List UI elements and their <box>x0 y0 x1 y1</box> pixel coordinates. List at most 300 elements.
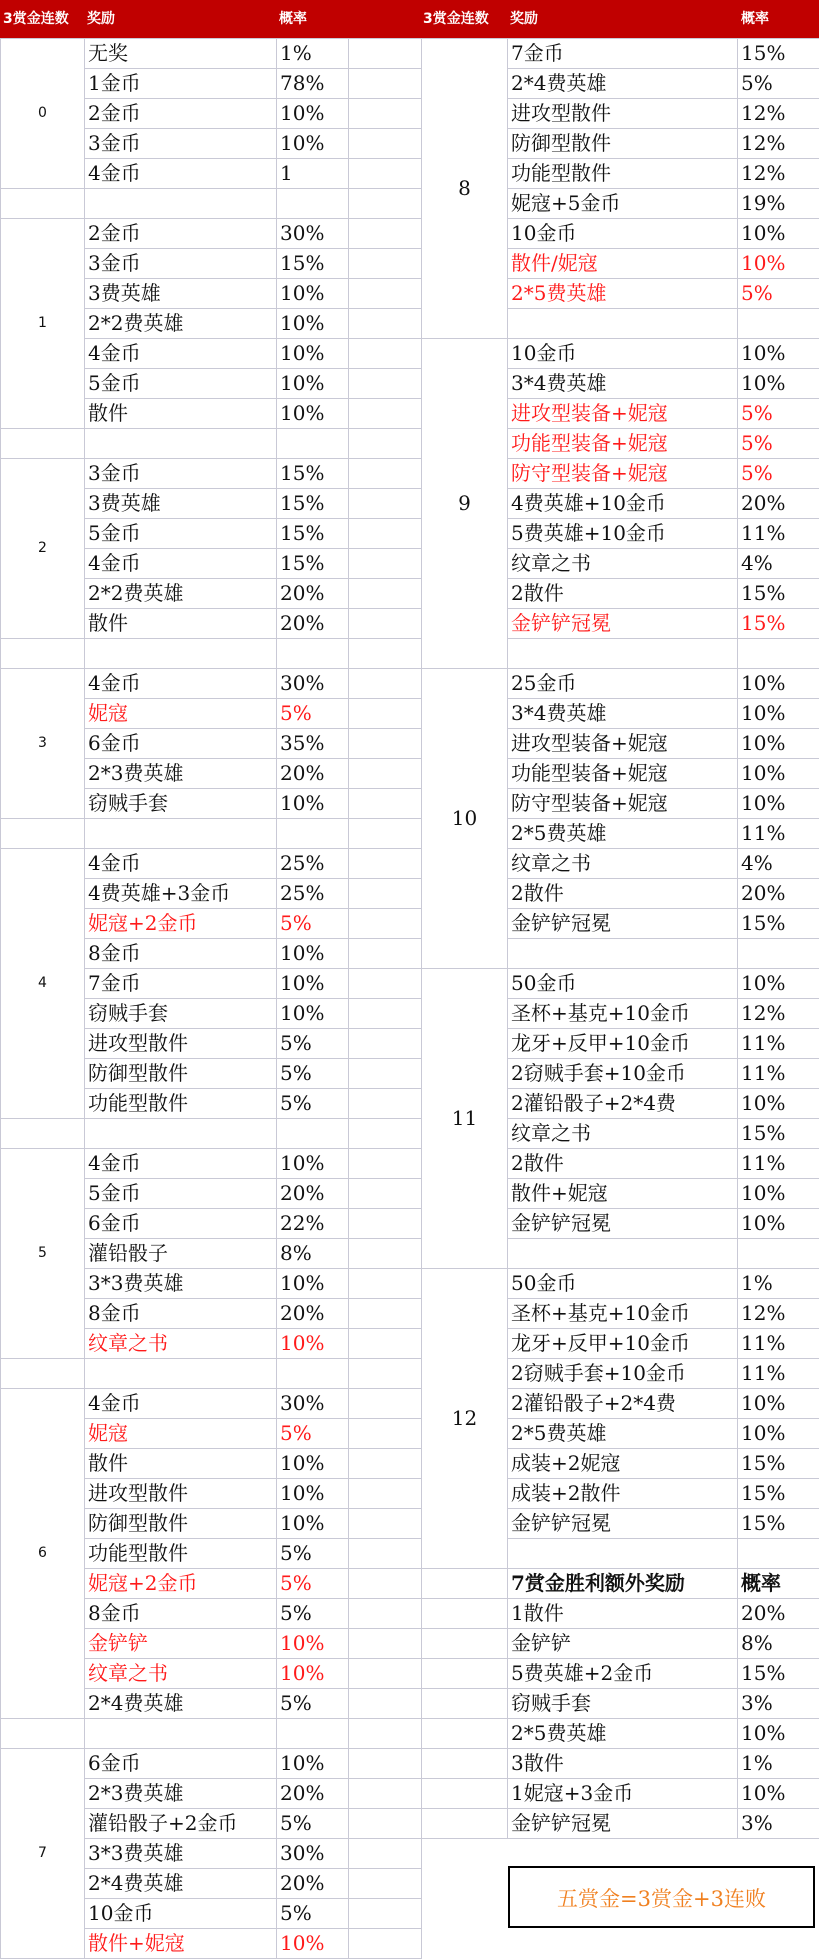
rate-cell: 12% <box>738 99 819 129</box>
reward-cell: 5金币 <box>85 369 277 399</box>
rate-cell: 30% <box>277 1389 349 1419</box>
reward-cell: 10金币 <box>508 339 738 369</box>
bonus-row <box>422 1689 819 1719</box>
table-row <box>1 219 422 249</box>
rate-cell: 11% <box>738 1059 819 1089</box>
empty-cell <box>422 1689 508 1719</box>
empty-cell <box>349 669 422 699</box>
reward-cell: 龙牙+反甲+10金币 <box>508 1329 738 1359</box>
reward-cell: 4金币 <box>85 1149 277 1179</box>
rate-cell: 11% <box>738 1029 819 1059</box>
empty-cell <box>349 1119 422 1149</box>
bonus-reward-cell: 1妮寇+3金币 <box>508 1779 738 1809</box>
spacer-row <box>1 429 422 459</box>
rate-cell: 15% <box>738 39 819 69</box>
spacer-row <box>1 189 422 219</box>
streak-count-cell: 3 <box>1 669 85 819</box>
rate-cell: 15% <box>277 459 349 489</box>
rate-cell: 5% <box>277 1599 349 1629</box>
bonus-rate-cell: 20% <box>738 1599 819 1629</box>
reward-cell: 进攻型散件 <box>508 99 738 129</box>
reward-cell: 纹章之书 <box>85 1329 277 1359</box>
bonus-rate-cell: 1% <box>738 1749 819 1779</box>
empty-cell <box>277 639 349 669</box>
empty-cell <box>422 1659 508 1689</box>
reward-cell: 成装+2散件 <box>508 1479 738 1509</box>
empty-cell <box>85 1719 277 1749</box>
rate-cell: 5% <box>738 69 819 99</box>
reward-cell: 防守型装备+妮寇 <box>508 789 738 819</box>
left-header-streak: 3赏金连数 <box>3 11 69 27</box>
empty-cell <box>349 69 422 99</box>
reward-cell: 龙牙+反甲+10金币 <box>508 1029 738 1059</box>
empty-cell <box>349 1569 422 1599</box>
reward-cell: 10金币 <box>85 1899 277 1929</box>
reward-cell: 散件+妮寇 <box>85 1929 277 1959</box>
empty-cell <box>1 819 85 849</box>
reward-cell: 2窃贼手套+10金币 <box>508 1359 738 1389</box>
rate-cell: 1% <box>277 39 349 69</box>
right-header-reward: 奖励 <box>510 11 538 27</box>
empty-cell <box>349 1329 422 1359</box>
rate-cell: 10% <box>277 1479 349 1509</box>
rate-cell: 10% <box>277 1749 349 1779</box>
reward-cell: 成装+2妮寇 <box>508 1449 738 1479</box>
empty-cell <box>1 1119 85 1149</box>
reward-cell: 纹章之书 <box>508 849 738 879</box>
bonus-rate-cell: 3% <box>738 1809 819 1839</box>
table-row <box>422 969 819 999</box>
reward-cell: 2*4费英雄 <box>85 1689 277 1719</box>
rate-cell: 10% <box>738 1389 819 1419</box>
rate-cell: 10% <box>277 399 349 429</box>
reward-cell: 功能型散件 <box>85 1539 277 1569</box>
empty-cell <box>1 429 85 459</box>
streak-count-cell: 11 <box>422 969 508 1269</box>
empty-cell <box>1 1359 85 1389</box>
bonus-rate-cell: 10% <box>738 1719 819 1749</box>
rate-cell: 5% <box>277 1029 349 1059</box>
reward-cell: 2*5费英雄 <box>508 1419 738 1449</box>
streak-count-cell: 7 <box>1 1749 85 1959</box>
rate-cell: 20% <box>277 1179 349 1209</box>
reward-cell: 2*5费英雄 <box>508 819 738 849</box>
rate-cell: 5% <box>277 1419 349 1449</box>
empty-cell <box>738 1539 819 1569</box>
empty-cell <box>349 1149 422 1179</box>
table-row <box>1 459 422 489</box>
reward-cell: 3费英雄 <box>85 489 277 519</box>
empty-cell <box>277 819 349 849</box>
reward-cell: 10金币 <box>508 219 738 249</box>
empty-cell <box>349 1269 422 1299</box>
rate-cell: 10% <box>738 339 819 369</box>
empty-cell <box>349 1869 422 1899</box>
empty-cell <box>508 1239 738 1269</box>
bonus-reward-cell: 5费英雄+2金币 <box>508 1659 738 1689</box>
rate-cell: 1% <box>738 1269 819 1299</box>
empty-cell <box>349 459 422 489</box>
empty-cell <box>349 969 422 999</box>
empty-cell <box>349 849 422 879</box>
rate-cell: 10% <box>738 1179 819 1209</box>
rate-cell: 5% <box>738 399 819 429</box>
rate-cell: 10% <box>277 309 349 339</box>
empty-cell <box>85 189 277 219</box>
reward-cell: 纹章之书 <box>508 549 738 579</box>
empty-cell <box>349 1359 422 1389</box>
empty-cell <box>1 189 85 219</box>
empty-cell <box>349 999 422 1029</box>
reward-cell: 防御型散件 <box>85 1509 277 1539</box>
empty-cell <box>738 939 819 969</box>
empty-cell <box>1 1719 85 1749</box>
reward-cell: 功能型散件 <box>85 1089 277 1119</box>
rate-cell: 10% <box>738 1419 819 1449</box>
bonus-row <box>422 1719 819 1749</box>
reward-cell: 灌铅骰子 <box>85 1239 277 1269</box>
rate-cell: 25% <box>277 849 349 879</box>
reward-cell: 8金币 <box>85 1299 277 1329</box>
reward-cell: 2*5费英雄 <box>508 279 738 309</box>
empty-cell <box>349 609 422 639</box>
bonus-reward-cell: 2*5费英雄 <box>508 1719 738 1749</box>
reward-cell: 2窃贼手套+10金币 <box>508 1059 738 1089</box>
rate-cell: 15% <box>277 249 349 279</box>
empty-cell <box>277 1119 349 1149</box>
bonus-reward-cell: 金铲铲 <box>508 1629 738 1659</box>
reward-cell: 妮寇+2金币 <box>85 909 277 939</box>
rate-cell: 10% <box>277 969 349 999</box>
rate-cell: 10% <box>277 1269 349 1299</box>
reward-cell: 5金币 <box>85 519 277 549</box>
right-header-streak: 3赏金连数 <box>423 11 489 27</box>
rate-cell: 12% <box>738 159 819 189</box>
reward-cell: 妮寇 <box>85 699 277 729</box>
empty-cell <box>349 1449 422 1479</box>
rate-cell: 5% <box>277 1569 349 1599</box>
reward-cell: 进攻型散件 <box>85 1029 277 1059</box>
table-row <box>1 1749 422 1779</box>
empty-cell <box>349 1509 422 1539</box>
reward-cell: 8金币 <box>85 1599 277 1629</box>
reward-cell: 纹章之书 <box>508 1119 738 1149</box>
streak-count-cell: 2 <box>1 459 85 639</box>
rate-cell: 78% <box>277 69 349 99</box>
reward-cell: 4费英雄+10金币 <box>508 489 738 519</box>
rate-cell: 10% <box>277 369 349 399</box>
empty-cell <box>349 339 422 369</box>
reward-cell: 3金币 <box>85 129 277 159</box>
reward-cell: 3*3费英雄 <box>85 1269 277 1299</box>
reward-cell: 金铲铲冠冕 <box>508 609 738 639</box>
reward-cell: 妮寇+2金币 <box>85 1569 277 1599</box>
rate-cell: 35% <box>277 729 349 759</box>
reward-cell: 防御型散件 <box>508 129 738 159</box>
reward-cell: 3费英雄 <box>85 279 277 309</box>
empty-cell <box>738 639 819 669</box>
reward-cell: 2*3费英雄 <box>85 759 277 789</box>
empty-cell <box>1 639 85 669</box>
reward-cell: 4金币 <box>85 669 277 699</box>
reward-cell: 50金币 <box>508 969 738 999</box>
rate-cell: 4% <box>738 549 819 579</box>
reward-cell: 妮寇 <box>85 1419 277 1449</box>
reward-cell: 6金币 <box>85 729 277 759</box>
empty-cell <box>349 1209 422 1239</box>
empty-cell <box>422 1749 508 1779</box>
rate-cell: 11% <box>738 1359 819 1389</box>
reward-cell: 3金币 <box>85 249 277 279</box>
reward-cell: 功能型装备+妮寇 <box>508 759 738 789</box>
empty-cell <box>85 1119 277 1149</box>
table-row <box>1 39 422 69</box>
reward-cell: 4金币 <box>85 339 277 369</box>
rate-cell: 20% <box>738 879 819 909</box>
empty-cell <box>349 1479 422 1509</box>
reward-cell: 4费英雄+3金币 <box>85 879 277 909</box>
reward-cell: 2散件 <box>508 1149 738 1179</box>
reward-cell: 2灌铅骰子+2*4费 <box>508 1389 738 1419</box>
rate-cell: 10% <box>738 669 819 699</box>
streak-count-cell: 8 <box>422 39 508 339</box>
streak-count-cell: 10 <box>422 669 508 969</box>
reward-cell: 功能型装备+妮寇 <box>508 429 738 459</box>
empty-cell <box>508 309 738 339</box>
empty-cell <box>349 249 422 279</box>
bonus-rate-cell: 15% <box>738 1659 819 1689</box>
reward-cell: 2*3费英雄 <box>85 1779 277 1809</box>
rate-cell: 10% <box>277 279 349 309</box>
rate-cell: 10% <box>277 1329 349 1359</box>
reward-cell: 2金币 <box>85 99 277 129</box>
spacer-row <box>1 1359 422 1389</box>
reward-cell: 2散件 <box>508 879 738 909</box>
rate-cell: 10% <box>738 969 819 999</box>
reward-cell: 金铲铲冠冕 <box>508 1209 738 1239</box>
rate-cell: 11% <box>738 1329 819 1359</box>
empty-cell <box>349 489 422 519</box>
spacer-row <box>1 639 422 669</box>
empty-cell <box>349 1929 422 1959</box>
reward-cell: 2金币 <box>85 219 277 249</box>
empty-cell <box>349 1809 422 1839</box>
table-row <box>422 1269 819 1299</box>
bonus-rate-cell: 8% <box>738 1629 819 1659</box>
bonus-row <box>422 1749 819 1779</box>
note-box: 五赏金=3赏金+3连败 <box>508 1866 815 1928</box>
rate-cell: 1 <box>277 159 349 189</box>
empty-cell <box>85 819 277 849</box>
rate-cell: 5% <box>277 1899 349 1929</box>
bonus-row <box>422 1659 819 1689</box>
rate-cell: 15% <box>738 1509 819 1539</box>
rate-cell: 10% <box>738 369 819 399</box>
reward-cell: 4金币 <box>85 159 277 189</box>
empty-cell <box>349 99 422 129</box>
rate-cell: 12% <box>738 129 819 159</box>
empty-cell <box>349 1629 422 1659</box>
empty-cell <box>349 1539 422 1569</box>
empty-cell <box>277 1719 349 1749</box>
rate-cell: 15% <box>738 579 819 609</box>
bonus-header-row <box>422 1569 819 1599</box>
rate-cell: 15% <box>738 1449 819 1479</box>
rate-cell: 5% <box>277 699 349 729</box>
rate-cell: 20% <box>277 1779 349 1809</box>
rate-cell: 10% <box>277 1629 349 1659</box>
rate-cell: 20% <box>738 489 819 519</box>
spacer-row <box>1 1719 422 1749</box>
empty-cell <box>349 1419 422 1449</box>
reward-cell: 防御型散件 <box>85 1059 277 1089</box>
empty-cell <box>349 819 422 849</box>
rate-cell: 5% <box>277 1059 349 1089</box>
rate-cell: 20% <box>277 609 349 639</box>
reward-cell: 5费英雄+10金币 <box>508 519 738 549</box>
rate-cell: 15% <box>277 549 349 579</box>
empty-cell <box>422 1569 508 1599</box>
rate-cell: 5% <box>738 279 819 309</box>
empty-cell <box>349 1299 422 1329</box>
empty-cell <box>349 759 422 789</box>
streak-count-cell: 9 <box>422 339 508 669</box>
table-row <box>1 849 422 879</box>
reward-cell: 2*2费英雄 <box>85 579 277 609</box>
bonus-rate-cell: 3% <box>738 1689 819 1719</box>
bonus-reward-cell: 窃贼手套 <box>508 1689 738 1719</box>
left-reward-table <box>0 38 422 1959</box>
empty-cell <box>422 1719 508 1749</box>
empty-cell <box>422 1629 508 1659</box>
reward-cell: 5金币 <box>85 1179 277 1209</box>
reward-cell: 进攻型装备+妮寇 <box>508 729 738 759</box>
rate-cell: 11% <box>738 519 819 549</box>
reward-cell: 散件/妮寇 <box>508 249 738 279</box>
empty-cell <box>349 1239 422 1269</box>
empty-cell <box>349 219 422 249</box>
empty-cell <box>349 1029 422 1059</box>
bonus-row <box>422 1809 819 1839</box>
streak-count-cell: 6 <box>1 1389 85 1719</box>
rate-cell: 30% <box>277 669 349 699</box>
rate-cell: 15% <box>738 609 819 639</box>
reward-cell: 散件+妮寇 <box>508 1179 738 1209</box>
empty-cell <box>349 1659 422 1689</box>
rate-cell: 30% <box>277 219 349 249</box>
rate-cell: 30% <box>277 1839 349 1869</box>
rate-cell: 10% <box>277 1509 349 1539</box>
empty-cell <box>277 1359 349 1389</box>
rate-cell: 20% <box>277 1869 349 1899</box>
rate-cell: 10% <box>277 339 349 369</box>
rate-cell: 10% <box>738 219 819 249</box>
rate-cell: 5% <box>277 1089 349 1119</box>
empty-cell <box>349 1839 422 1869</box>
empty-cell <box>85 429 277 459</box>
empty-cell <box>349 579 422 609</box>
reward-cell: 窃贼手套 <box>85 789 277 819</box>
left-header-rate: 概率 <box>279 11 307 27</box>
empty-cell <box>738 1239 819 1269</box>
rate-cell: 5% <box>738 429 819 459</box>
reward-cell: 2*2费英雄 <box>85 309 277 339</box>
rate-cell: 10% <box>738 249 819 279</box>
reward-cell: 金铲铲冠冕 <box>508 909 738 939</box>
empty-cell <box>349 699 422 729</box>
rate-cell: 8% <box>277 1239 349 1269</box>
empty-cell <box>349 1089 422 1119</box>
reward-cell: 4金币 <box>85 849 277 879</box>
empty-cell <box>349 549 422 579</box>
rate-cell: 5% <box>277 1809 349 1839</box>
empty-cell <box>85 1359 277 1389</box>
rate-cell: 10% <box>738 729 819 759</box>
empty-cell <box>349 1389 422 1419</box>
reward-cell: 50金币 <box>508 1269 738 1299</box>
reward-cell: 25金币 <box>508 669 738 699</box>
rate-cell: 10% <box>277 939 349 969</box>
bonus-reward-cell: 金铲铲冠冕 <box>508 1809 738 1839</box>
empty-cell <box>349 639 422 669</box>
empty-cell <box>349 1689 422 1719</box>
empty-cell <box>349 39 422 69</box>
reward-cell: 防守型装备+妮寇 <box>508 459 738 489</box>
empty-cell <box>349 399 422 429</box>
table-row <box>422 339 819 369</box>
rate-cell: 10% <box>738 1089 819 1119</box>
reward-cell: 3*4费英雄 <box>508 369 738 399</box>
reward-cell: 圣杯+基克+10金币 <box>508 999 738 1029</box>
bonus-reward-cell: 3散件 <box>508 1749 738 1779</box>
empty-cell <box>349 1749 422 1779</box>
streak-count-cell: 5 <box>1 1149 85 1359</box>
reward-cell: 进攻型散件 <box>85 1479 277 1509</box>
reward-cell: 灌铅骰子+2金币 <box>85 1809 277 1839</box>
rate-cell: 20% <box>277 1299 349 1329</box>
rate-cell: 25% <box>277 879 349 909</box>
rate-cell: 12% <box>738 999 819 1029</box>
empty-cell <box>277 189 349 219</box>
empty-cell <box>349 279 422 309</box>
reward-cell: 窃贼手套 <box>85 999 277 1029</box>
reward-cell: 散件 <box>85 399 277 429</box>
empty-cell <box>422 1809 508 1839</box>
rate-cell: 4% <box>738 849 819 879</box>
streak-count-cell: 12 <box>422 1269 508 1569</box>
reward-cell: 6金币 <box>85 1749 277 1779</box>
rate-cell: 10% <box>277 129 349 159</box>
table-row <box>422 669 819 699</box>
empty-cell <box>422 1599 508 1629</box>
bonus-title: 7赏金胜利额外奖励 <box>508 1569 738 1599</box>
reward-cell: 无奖 <box>85 39 277 69</box>
header-bar <box>0 0 819 38</box>
bonus-row <box>422 1599 819 1629</box>
reward-cell: 圣杯+基克+10金币 <box>508 1299 738 1329</box>
streak-count-cell: 0 <box>1 39 85 189</box>
reward-cell: 7金币 <box>508 39 738 69</box>
bonus-row <box>422 1779 819 1809</box>
reward-cell: 3*3费英雄 <box>85 1839 277 1869</box>
reward-cell: 4金币 <box>85 1389 277 1419</box>
empty-cell <box>349 1059 422 1089</box>
empty-cell <box>349 909 422 939</box>
bonus-reward-cell: 1散件 <box>508 1599 738 1629</box>
rate-cell: 10% <box>277 1929 349 1959</box>
empty-cell <box>349 1779 422 1809</box>
rate-cell: 10% <box>277 789 349 819</box>
